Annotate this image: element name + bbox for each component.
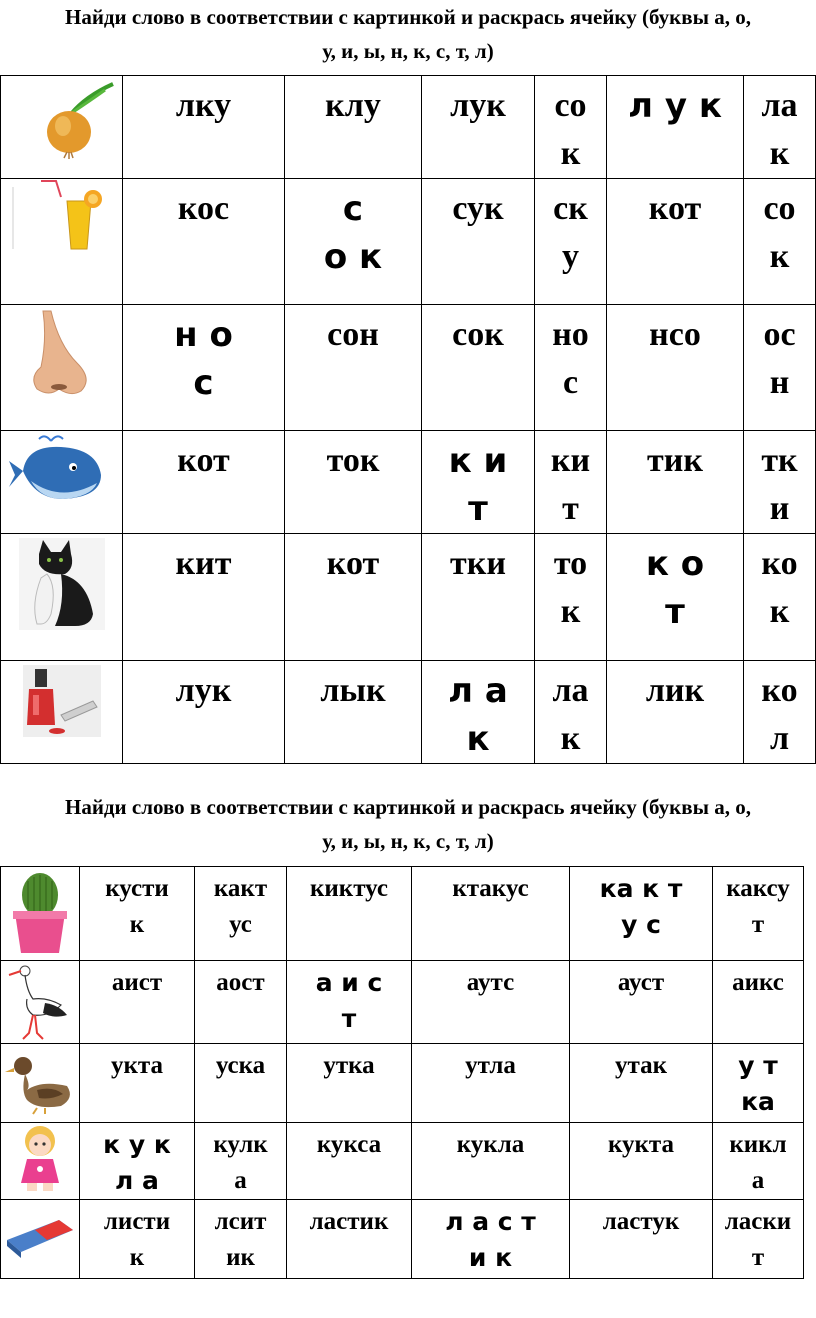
word-cell[interactable]: утка (287, 1044, 412, 1123)
word-cell[interactable]: укта (80, 1044, 195, 1123)
picture-cell (1, 961, 80, 1044)
word-cell[interactable]: нсо (607, 305, 744, 431)
word-cell[interactable]: ка к т у с (570, 867, 713, 961)
word-cell[interactable]: аикс (713, 961, 804, 1044)
picture-cell (1, 431, 123, 534)
word-cell[interactable]: ктакус (412, 867, 570, 961)
word-cell[interactable]: аист (80, 961, 195, 1044)
stork-icon (1, 961, 79, 1043)
whale-icon (1, 431, 121, 511)
cat-icon (1, 534, 121, 634)
picture-cell (1, 179, 123, 305)
word-cell[interactable]: ласки т (713, 1200, 804, 1279)
word-cell[interactable]: кукса (287, 1123, 412, 1200)
word-cell[interactable]: со к (535, 76, 607, 179)
word-cell[interactable]: кос (123, 179, 285, 305)
picture-cell (1, 867, 80, 961)
word-cell[interactable]: кит (123, 534, 285, 661)
word-cell[interactable]: уска (195, 1044, 287, 1123)
table-row (1, 961, 804, 1044)
word-cell[interactable]: л у к (607, 76, 744, 179)
word-cell[interactable]: кусти к (80, 867, 195, 961)
picture-cell (1, 1123, 80, 1200)
table-row (1, 1200, 804, 1279)
word-cell[interactable]: утла (412, 1044, 570, 1123)
word-cell[interactable]: к у к л а (80, 1123, 195, 1200)
table-row (1, 1044, 804, 1123)
word-cell[interactable]: ла к (744, 76, 816, 179)
juice-icon (1, 179, 121, 269)
word-cell[interactable]: лук (422, 76, 535, 179)
word-cell[interactable]: ла к (535, 661, 607, 764)
table-row (1, 867, 804, 961)
section1-title: Найди слово в соответствии с картинкой и раскрась ячейку (буквы а, о, у, и, ы, н, к, с, т, л) (65, 5, 751, 63)
word-cell[interactable]: л а к (422, 661, 535, 764)
word-cell[interactable]: то к (535, 534, 607, 661)
word-cell[interactable]: ко к (744, 534, 816, 661)
word-cell[interactable]: лык (285, 661, 422, 764)
word-cell[interactable]: аост (195, 961, 287, 1044)
word-cell[interactable]: ток (285, 431, 422, 534)
word-cell[interactable]: тк и (744, 431, 816, 534)
table-row (1, 431, 816, 534)
word-cell[interactable]: лку (123, 76, 285, 179)
word-cell[interactable]: лсит ик (195, 1200, 287, 1279)
picture-cell (1, 1200, 80, 1279)
table-row (1, 1123, 804, 1200)
doll-icon (1, 1123, 79, 1197)
word-cell[interactable]: ластик (287, 1200, 412, 1279)
picture-cell (1, 76, 123, 179)
word-cell[interactable]: ко л (744, 661, 816, 764)
duck-icon (1, 1044, 79, 1120)
picture-cell (1, 534, 123, 661)
word-cell[interactable]: к и т (422, 431, 535, 534)
word-cell[interactable]: листи к (80, 1200, 195, 1279)
picture-cell (1, 661, 123, 764)
word-cell[interactable]: ластук (570, 1200, 713, 1279)
word-cell[interactable]: н о с (123, 305, 285, 431)
nail-polish-icon (1, 661, 121, 741)
word-cell[interactable]: кот (607, 179, 744, 305)
word-cell[interactable]: каксу т (713, 867, 804, 961)
onion-icon (1, 76, 121, 166)
section2-title: Найди слово в соответствии с картинкой и раскрась ячейку (буквы а, о, у, и, ы, н, к, с, т, л) (65, 795, 751, 853)
word-cell[interactable]: кукла (412, 1123, 570, 1200)
eraser-icon (1, 1200, 79, 1260)
word-cell[interactable]: кикл а (713, 1123, 804, 1200)
word-cell[interactable]: у т ка (713, 1044, 804, 1123)
word-cell[interactable]: лук (123, 661, 285, 764)
table-row (1, 305, 816, 431)
word-cell[interactable]: какт ус (195, 867, 287, 961)
word-cell[interactable]: сок (422, 305, 535, 431)
word-cell[interactable]: кот (285, 534, 422, 661)
word-cell[interactable]: ауст (570, 961, 713, 1044)
word-cell[interactable]: киктус (287, 867, 412, 961)
word-cell[interactable]: а и с т (287, 961, 412, 1044)
word-cell[interactable]: л а с т и к (412, 1200, 570, 1279)
word-cell[interactable]: сук (422, 179, 535, 305)
word-cell[interactable]: тик (607, 431, 744, 534)
word-cell[interactable]: аутс (412, 961, 570, 1044)
word-cell[interactable]: ки т (535, 431, 607, 534)
word-cell[interactable]: утак (570, 1044, 713, 1123)
table-row (1, 661, 816, 764)
picture-cell (1, 1044, 80, 1123)
table-row (1, 76, 816, 179)
table-row (1, 179, 816, 305)
word-cell[interactable]: кукта (570, 1123, 713, 1200)
word-table-2 (0, 866, 804, 1279)
cactus-icon (1, 867, 79, 957)
word-cell[interactable]: с о к (285, 179, 422, 305)
word-cell[interactable]: сон (285, 305, 422, 431)
word-cell[interactable]: клу (285, 76, 422, 179)
table-row (1, 534, 816, 661)
nose-icon (1, 305, 121, 405)
word-cell[interactable]: ск у (535, 179, 607, 305)
word-cell[interactable]: лик (607, 661, 744, 764)
word-cell[interactable]: ос н (744, 305, 816, 431)
word-cell[interactable]: тки (422, 534, 535, 661)
word-cell[interactable]: кот (123, 431, 285, 534)
word-cell[interactable]: кулк а (195, 1123, 287, 1200)
word-cell[interactable]: но с (535, 305, 607, 431)
word-cell[interactable]: со к (744, 179, 816, 305)
picture-cell (1, 305, 123, 431)
word-cell[interactable]: к о т (607, 534, 744, 661)
word-table-1 (0, 75, 816, 764)
